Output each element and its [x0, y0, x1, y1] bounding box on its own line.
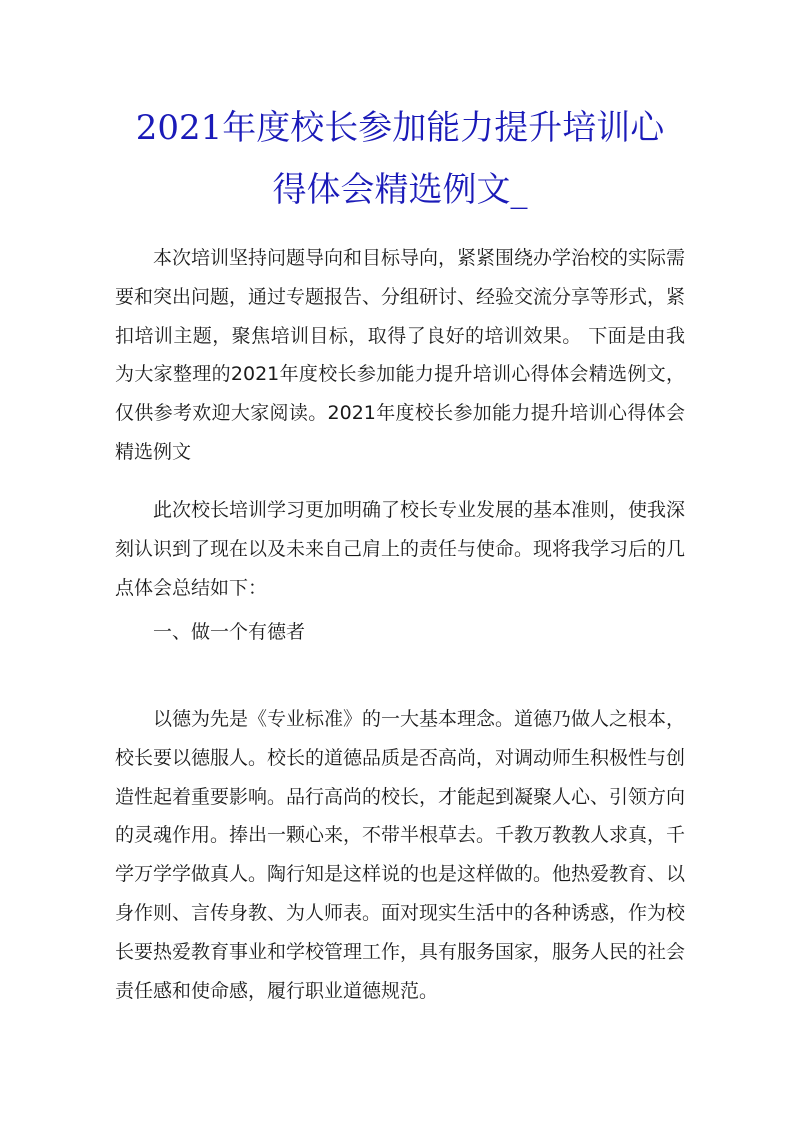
- section-paragraph: 以德为先是《专业标准》的一大基本理念。道德乃做人之根本，校长要以德服人。校长的道德品质是否高尚，对调动师生积极性与创造性起着重要影响。品行高尚的校长，才能起到凝聚人心、引领方向的灵魂作用。捧出一颗心来，不带半根草去。千教万教教人求真，千学万学学做真人。陶行知是这样说的也是这样做的。他热爱教育、以身作则、言传身教、为人师表。面对现实生活中的各种诱惑，作为校长要热爱教育事业和学校管理工作，具有服务国家，服务人民的社会责任感和使命感，履行职业道德规范。: [115, 708, 686, 1002]
- intro-paragraph: 本次培训坚持问题导向和目标导向，紧紧围绕办学治校的实际需要和突出问题，通过专题报告、分组研讨、经验交流分享等形式，紧扣培训主题，聚焦培训目标，取得了良好的培训效果。 下面是由我为大家整理的2021年度校长参加能力提升培训心得体会精选例文，仅供参考欢迎大家阅读。2021年度校长参加能力提升培训心得体会精选例文: [115, 247, 686, 463]
- document-title-line-2: 得体会精选例文_: [272, 170, 528, 210]
- document-title-line-1: 2021年度校长参加能力提升培训心: [135, 108, 665, 148]
- summary-paragraph: 此次校长培训学习更加明确了校长专业发展的基本准则，使我深刻认识到了现在以及未来自己肩上的责任与使命。现将我学习后的几点体会总结如下：: [115, 499, 686, 599]
- section-heading: 一、做一个有德者: [153, 621, 306, 643]
